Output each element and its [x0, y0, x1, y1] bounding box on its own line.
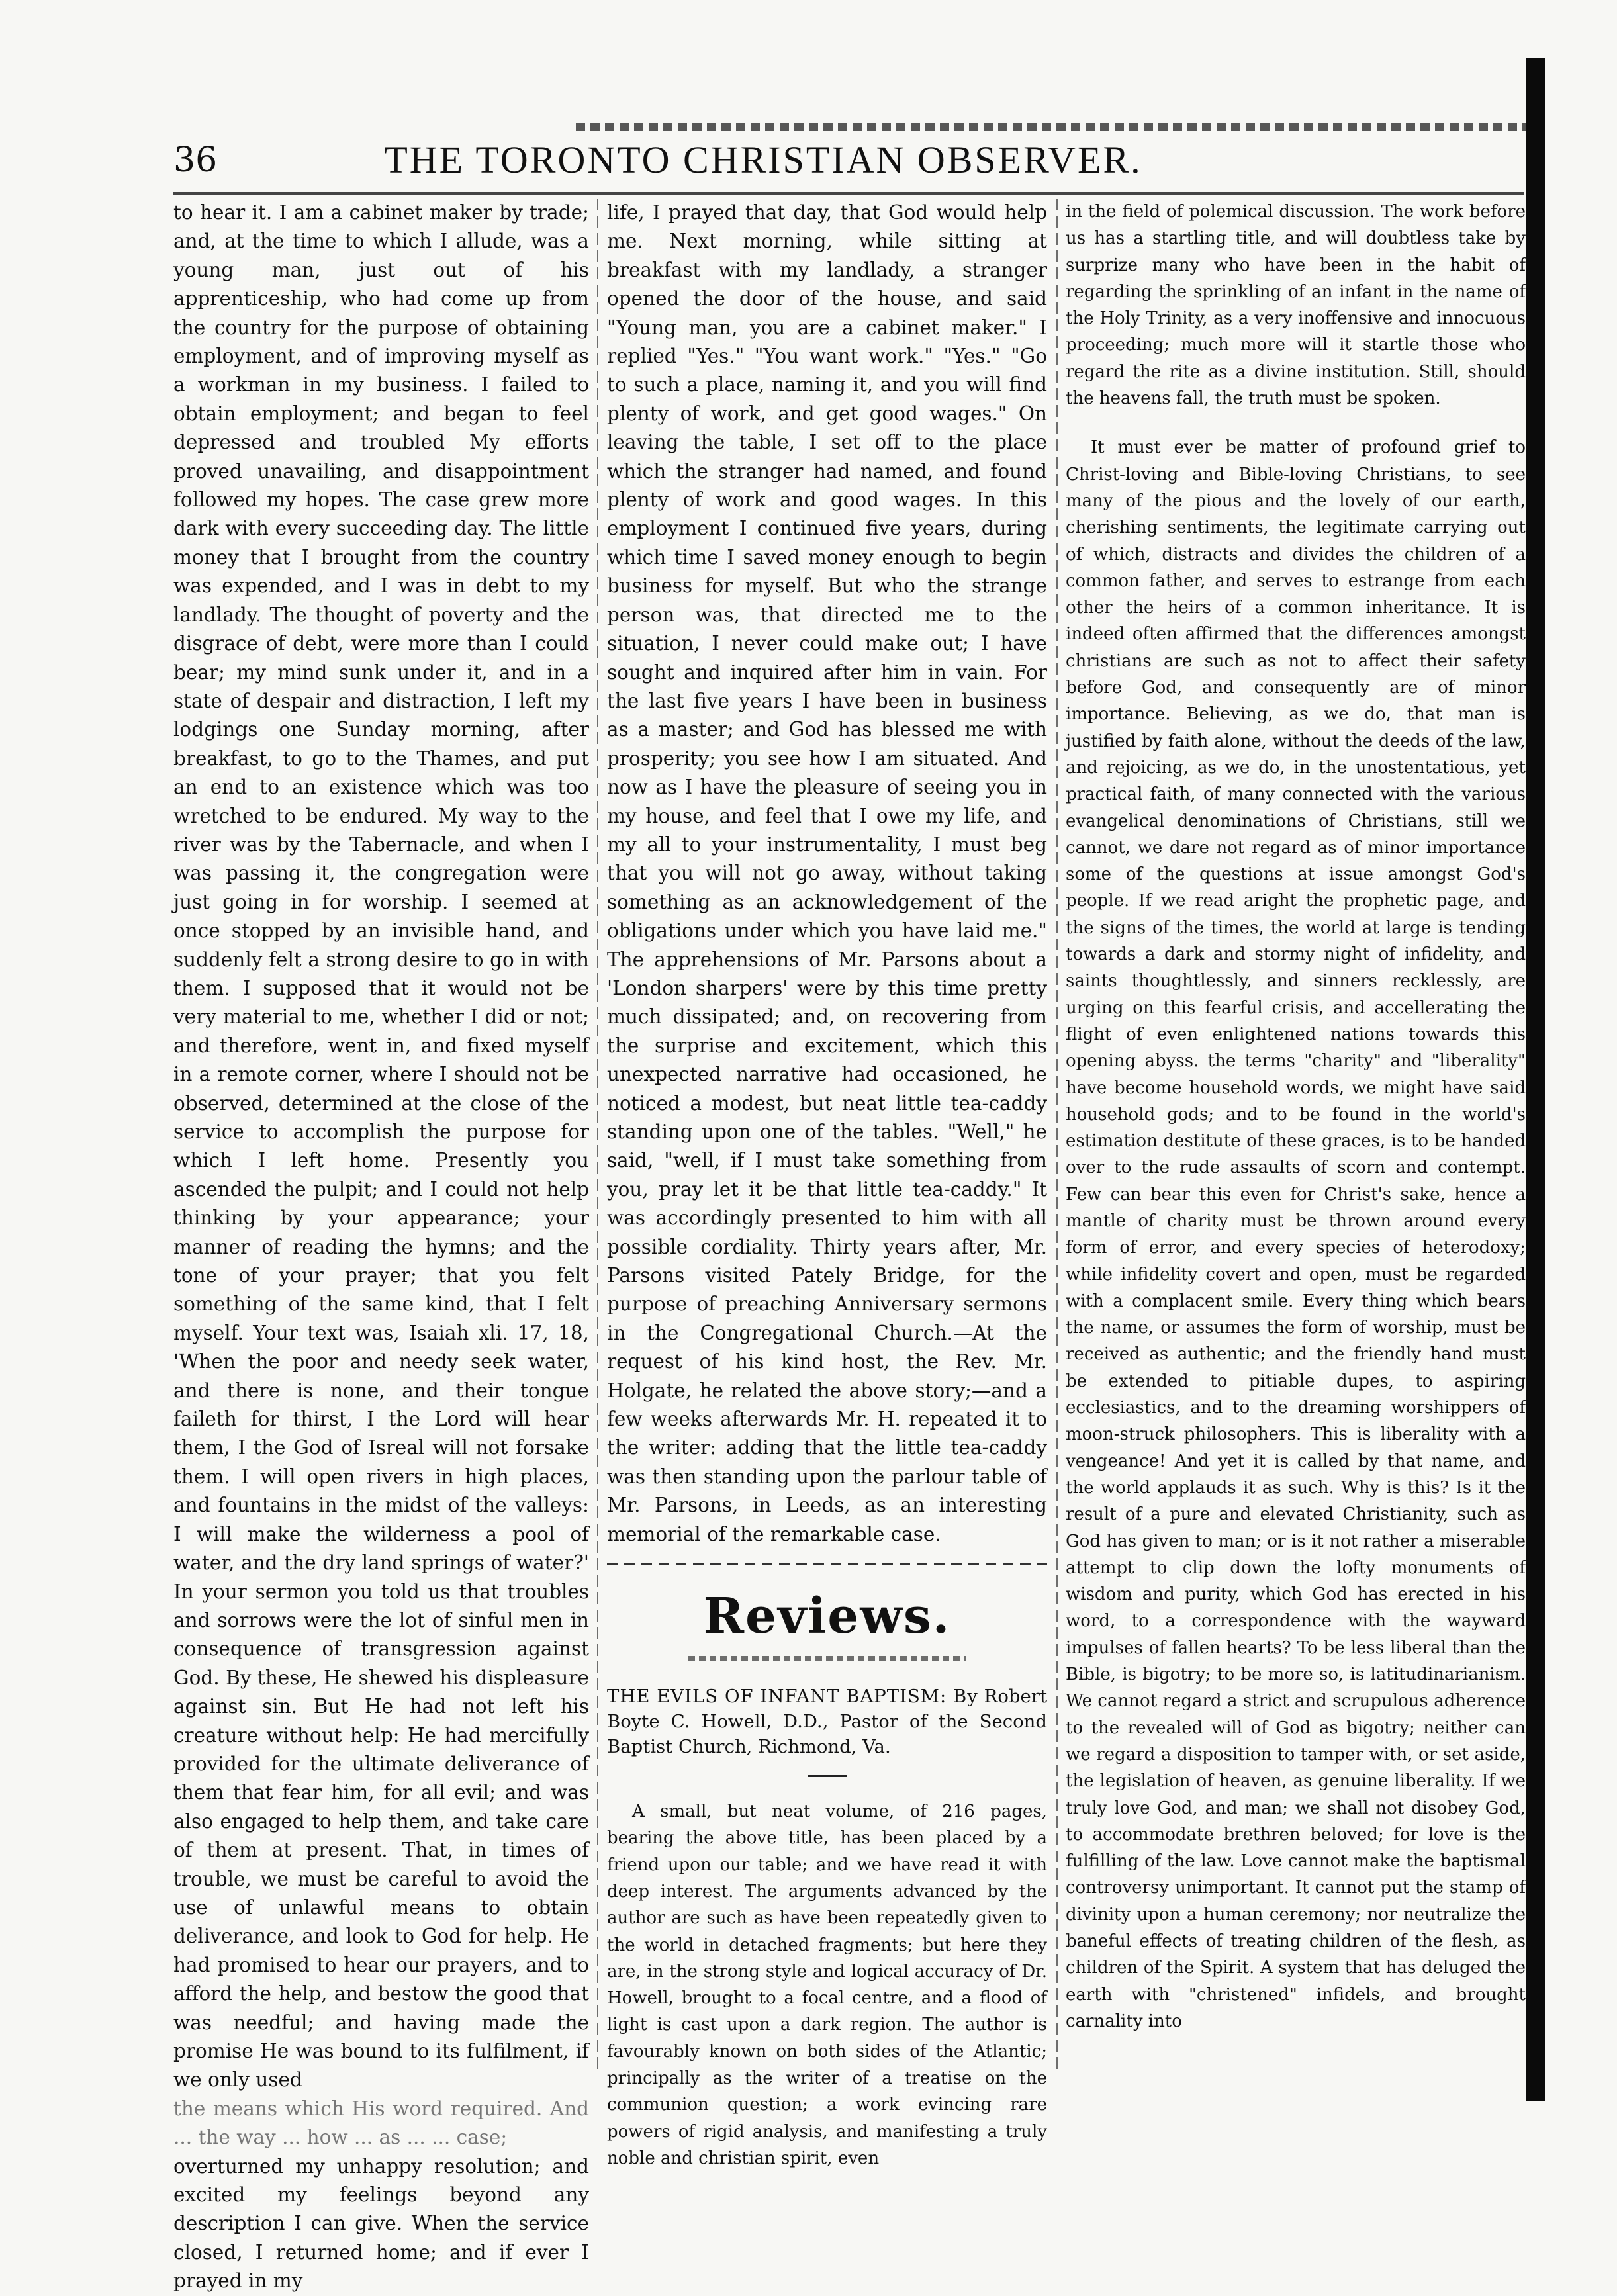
page-number: 36	[173, 140, 218, 180]
review-paragraph: A small, but neat volume, of 216 pages, bearing the above title, has been placed by a friend upon our table; and we have read it with deep interest. The arguments advanced by the author are such as have been repeatedly given to the world in detached fragments; but here they are, in the strong style and logical accuracy of Dr. Howell, brought to a focal centre, and a flood of light is cast upon a dark region. The author is favourably known on both sides of the Atlantic; principally as the writer of a treatise on the communion question; a work evincing rare powers of rigid analysis, and manifesting a truly noble and christian spirit, even	[607, 1802, 1047, 2168]
review-author: Robert Boyte C. Howell, D.D., Pastor of the Second Baptist Church, Richmond, Va.	[607, 1686, 1047, 1758]
section-ornament	[688, 1656, 966, 1661]
body-paragraph: to hear it. I am a cabinet maker by trade; and, at the time to which I allude, was a young man, just out of his apprenticeship, who had come up from the country for the purpose of obtaining employment, and of improving myself as a workman in my business. I failed to obtain employment; and began to feel depressed and troubled My efforts proved unavailing, and disappointment followed my hopes. The case grew more dark with every succeeding day. The little money that I brought from the country was expended, and I was in debt to my landlady. The thought of poverty and the disgrace of debt, were more than I could bear; my mind sunk under it, and in a state of despair and distraction, I left my lodgings one Sunday morning, after breakfast, to go to the Thames, and put an end to an existence which was too wretched to be endured. My way to the river was by the Tabernacle, and when I was passing it, the congregation were just going in for worship. I seemed at once stopped by an invisible hand, and suddenly felt a strong desire to go in with them. I supposed that it would not be very material to me, whether I did or not; and therefore, went in, and fixed myself in a remote corner, where I should not be observed, determined at the close of the service to accomplish the purpose for which I left home. Presently you ascended the pulpit; and I could not help thinking by your appearance; your manner of reading the hymns; and the tone of your prayer; that you felt something of the same kind, that I felt myself. Your text was, Isaiah xli. 17, 18, 'When the poor and needy seek water, and there is none, and their tongue faileth for thirst, I the Lord will hear them, I the God of Isreal will not forsake them. I will open rivers in high places, and fountains in the midst of the valleys: I will make the wilderness a pool of water, and the dry land springs of water?' In your sermon you told us that troubles and sorrows were the lot of sinful men in consequence of transgression against God. By these, He shewed his displeasure against sin. But He had not left his creature without help: He had mercifully provided for the ultimate deliverance of them that fear him, for all evil; and was also engaged to help them, and take care of them at present. That, in times of trouble, we must be careful to avoid the use of unlawful means to obtain deliverance, and look to God for help. He had promised to hear our prayers, and to afford the help, and bestow the good that was needful; and having made the promise He was bound to its fulfilment, if we only used	[173, 201, 589, 2091]
heading-dash	[808, 1775, 847, 1777]
body-paragraph: in the field of polemical discussion. The work before us has a startling title, and will doubtless take by surprize many who have been in the habit of regarding the sprinkling of an infant in the name of the Holy Trinity, as a very inoffensive and innocuous proceeding; much more will it startle those who regard the rite as a divine institution. Still, should the heavens fall, the truth must be spoken.	[1066, 202, 1526, 409]
header-rule	[173, 192, 1524, 195]
body-paragraph: It must ever be matter of profound grief to Christ-loving and Bible-loving Christians, to see many of the pious and the lovely of our earth, cherishing sentiments, the legitimate carrying out of which, distracts and divides the children of a common father, and serves to estrange from each other the heirs of a common inheritance. It is indeed often affirmed that the differences amongst christians are such as not to affect their safety before God, and consequently are of minor importance. Believing, as we do, that man is justified by faith alone, without the deeds of the law, and rejoicing, as we do, in the unostentatious, yet practical faith, of many connected with the various evangelical denominations of Christians, still we cannot, we dare not regard as of minor importance some of the questions at issue amongst God's people. If we read aright the prophetic page, and the signs of the times, the world at large is tending towards a dark and stormy night of infidelity, and saints thoughtlessly, and sinners recklessly, are urging on this fearful crisis, and accellerating the flight of even enlightened nations towards this opening abyss. the terms "charity" and "liberality" have become household words, we might have said household gods; and to be found in the world's estimation destitute of these graces, is to be handed over to the rude assaults of scorn and contempt. Few can bear this even for Christ's sake, hence a mantle of charity must be thrown around every form of error, and every species of heterodoxy; while infidelity covert and open, must be regarded with a complacent smile. Every thing which bears the name, or assumes the form of worship, must be received as authentic; and the friendly hand must be extended to pitiable dupes, to aspiring ecclesiastics, and to the dreaming worshippers of moon-struck philosophers. This is liberality with a vengeance! And yet it is called by that name, and the world applauds it as such. Why is this? Is it the result of a pure and elevated Christianity, such as God has given to man; or is it not rather a miserable attempt to clip down the lofty monuments of wisdom and purity, which God has erected in his word, to a correspondence with the wayward impulses of fallen hearts? To be less liberal than the Bible, is bigotry; to be more so, is latitudinarianism. We cannot regard a strict and scrupulous adherence to the revealed will of God as bigotry; neither can we regard a disposition to tamper with, or set aside, the legislation of heaven, as genuine liberality. If we truly love God, and man; we shall not disobey God, to accommodate brethren beloved; for love is the fulfilling of the law. Love cannot make the baptismal controversy unimportant. It cannot put the stamp of divinity upon a human ceremony; nor neutralize the baneful effects of treating children of the flesh, as children of the Spirit. A system that has deluged the earth with "christened" infidels, and brought carnality into	[1066, 437, 1526, 2031]
review-title: THE EVILS OF INFANT BAPTISM: By	[607, 1686, 978, 1708]
column-divider	[1056, 199, 1058, 2072]
column-2	[607, 199, 1047, 2168]
body-paragraph: overturned my unhappy resolution; and excited my feelings beyond any description I can give. When the service closed, I returned home; and if ever I prayed in my	[173, 2154, 589, 2293]
blurred-text: the means which His word required. And ... the way ... how ... as ... ... case;	[173, 2097, 589, 2149]
page-title: THE TORONTO CHRISTIAN OBSERVER.	[384, 138, 1142, 181]
column-3	[1066, 199, 1526, 2065]
top-decorative-rule	[576, 123, 1526, 131]
column-divider	[597, 199, 598, 2072]
body-paragraph: life, I prayed that day, that God would help me. Next morning, while sitting at breakfast with my landlady, a stranger opened the door of the house, and said "Young man, you are a cabinet maker." I replied "Yes." "You want work." "Yes." "Go to such a place, naming it, and you will find plenty of work, and get good wages." On leaving the table, I set off to the place which the stranger had named, and found plenty of work and good wages. In this employment I continued five years, during which time I saved money enough to begin business for myself. But who the strange person was, that directed me to the situation, I never could make out; I have sought and inquired after him in vain. For the last five years I have been in business as a master; and God has blessed me with prosperity; you see how I am situated. And now as I have the pleasure of seeing you in my house, and feel that I owe my life, and my all to your instrumentality, I must beg that you will not go away, without taking something as an acknowledgement of the obligations under which you have laid me." The apprehensions of Mr. Parsons about a 'London sharpers' were by this time pretty much dissipated; and, on recovering from the surprise and excitement, which this unexpected narrative had occasioned, he noticed a modest, but neat little tea-caddy standing upon one of the tables. "Well," he said, "well, if I must take something from you, pray let it be that little tea-caddy." It was accordingly presented to him with all possible cordiality. Thirty years after, Mr. Parsons visited Pately Bridge, for the purpose of preaching Anniversary sermons in the Congregational Church.—At the request of his kind host, the Rev. Mr. Holgate, he related the above story;—and a few weeks afterwards Mr. H. repeated it to the writer: adding that the little tea-caddy was then standing upon the parlour table of Mr. Parsons, in Leeds, as an interesting memorial of the remarkable case.	[607, 201, 1047, 1545]
column-1	[173, 199, 589, 2293]
page-edge-shadow	[1526, 58, 1545, 2101]
section-heading: Reviews.	[703, 1588, 951, 1645]
article-end-rule	[607, 1563, 1047, 1565]
review-heading	[607, 1684, 1047, 1759]
